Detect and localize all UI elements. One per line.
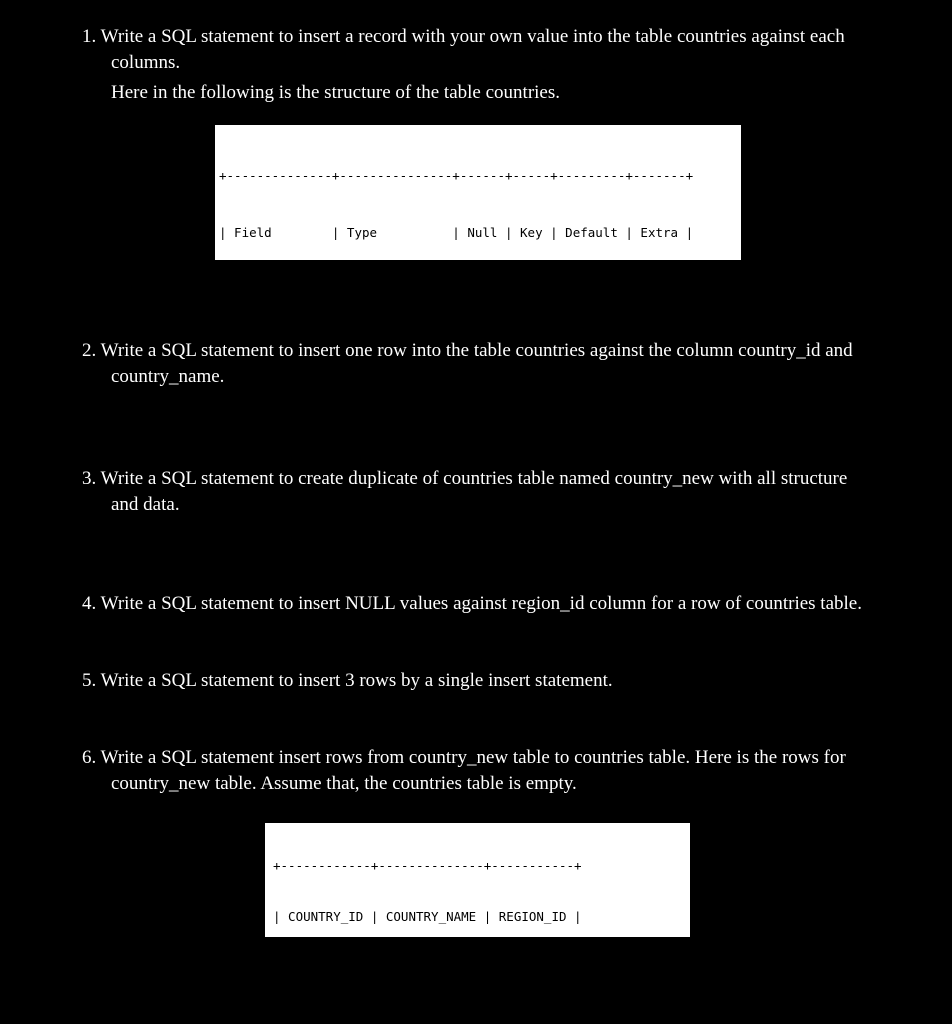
question-text: Write a SQL statement to insert a record with your own value into the table countries against each — [100, 26, 845, 47]
question-text: Write a SQL statement to insert NULL values against region_id column for a row of countries table. — [100, 593, 862, 614]
question-number: 1. — [82, 26, 97, 47]
question-text: Write a SQL statement to create duplicate of countries table named country_new with all structure — [100, 468, 848, 489]
question-1 — [82, 24, 904, 76]
question-6 — [82, 745, 904, 797]
question-text-continued: country_name. — [111, 366, 225, 387]
question-4 — [82, 591, 904, 617]
table-border: +------------+--------------+-----------+ — [273, 858, 582, 873]
question-2 — [82, 338, 904, 390]
question-text-continued: and data. — [111, 494, 180, 515]
table-border: +--------------+---------------+------+-----+---------+-------+ — [219, 168, 694, 183]
question-text: Write a SQL statement insert rows from country_new table to countries table. Here is the rows for — [100, 747, 846, 768]
question-text: Write a SQL statement to insert 3 rows by a single insert statement. — [100, 670, 613, 691]
question-text-continued: columns. — [111, 52, 181, 73]
question-number: 2. — [82, 340, 97, 361]
question-text: Write a SQL statement to insert one row into the table countries against the column country_id and — [100, 340, 853, 361]
table-header: | COUNTRY_ID | COUNTRY_NAME | REGION_ID | — [273, 909, 582, 924]
question-3 — [82, 466, 904, 518]
question-number: 4. — [82, 593, 97, 614]
structure-note: Here in the following is the structure of the table countries. — [111, 82, 561, 103]
countries-structure-table — [215, 125, 741, 260]
question-number: 3. — [82, 468, 97, 489]
question-text-continued: country_new table. Assume that, the countries table is empty. — [111, 773, 577, 794]
country-new-table — [265, 823, 690, 937]
question-5 — [82, 668, 904, 694]
question-number: 6. — [82, 747, 97, 768]
question-number: 5. — [82, 670, 97, 691]
table-header: | Field | Type | Null | Key | Default | Extra | — [219, 225, 694, 240]
